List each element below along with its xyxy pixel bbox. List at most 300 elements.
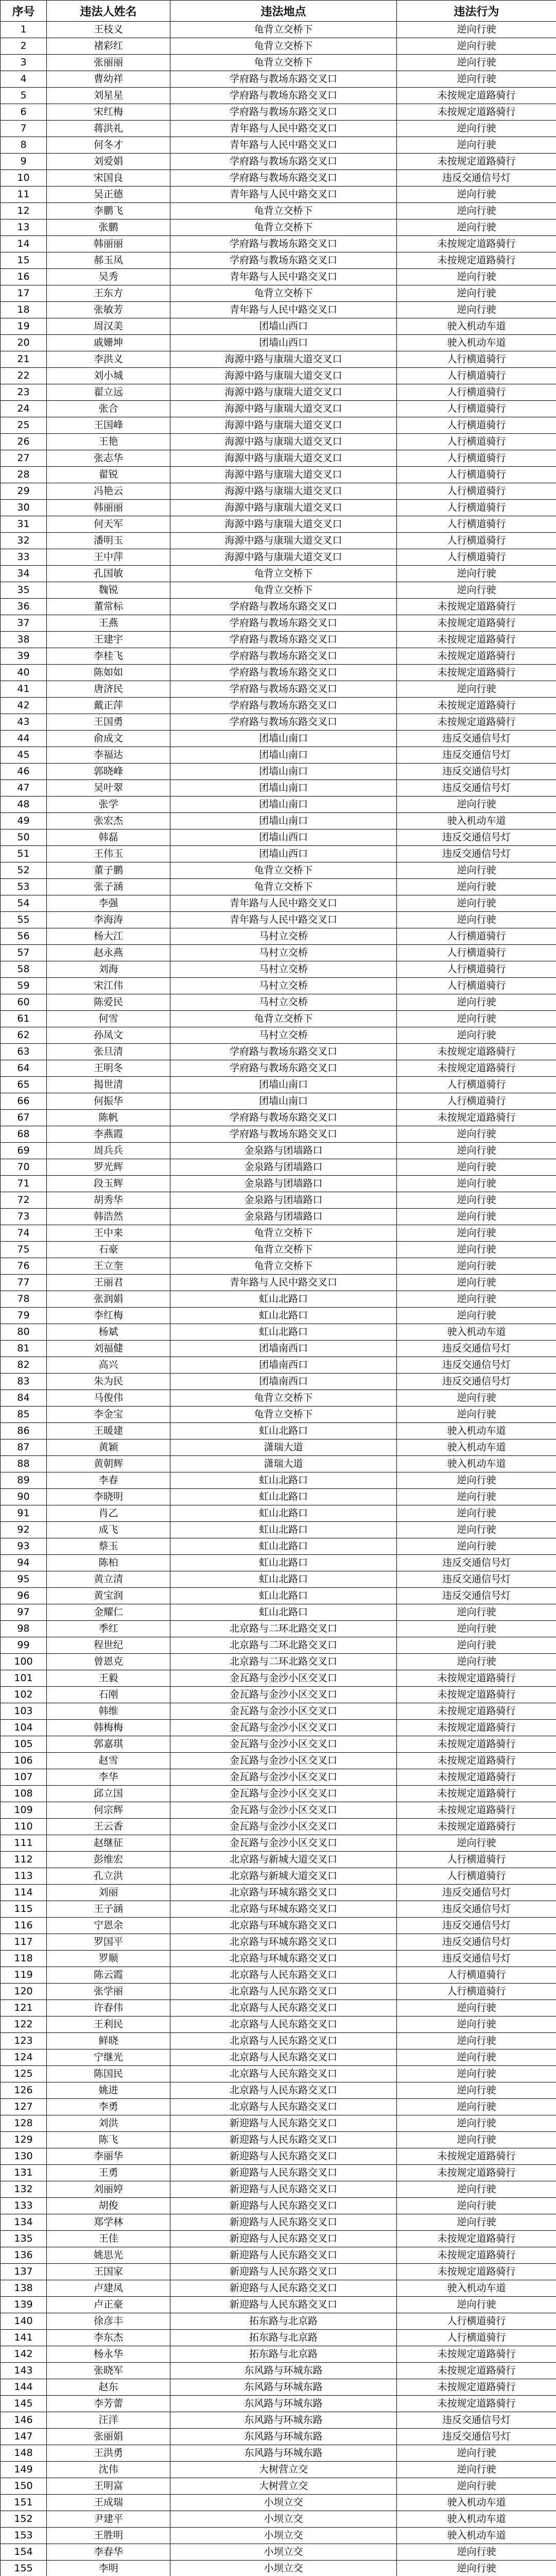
cell-location: 新迎路与人民东路交叉口: [170, 2297, 397, 2313]
cell-name: 张敏芳: [47, 302, 170, 318]
table-row: [1, 764, 556, 780]
cell-action: 未按规定道路骑行: [397, 88, 556, 104]
cell-location: 新迎路与人民东路交叉口: [170, 2247, 397, 2264]
cell-location: 海源中路与康瑞大道交叉口: [170, 516, 397, 533]
table-row: [1, 796, 556, 813]
cell-action: 逆向行驶: [397, 2082, 556, 2099]
cell-no: 130: [1, 2148, 47, 2165]
table-row: [1, 104, 556, 121]
cell-name: 王子涵: [47, 1901, 170, 1918]
table-row: [1, 533, 556, 549]
cell-no: 113: [1, 1868, 47, 1885]
cell-name: 沈伟: [47, 2462, 170, 2478]
table-row: [1, 71, 556, 88]
table-row: [1, 1670, 556, 1687]
cell-no: 119: [1, 1967, 47, 1984]
table-row: [1, 862, 556, 879]
cell-name: 孔立洪: [47, 1868, 170, 1885]
cell-no: 123: [1, 2033, 47, 2049]
cell-no: 17: [1, 285, 47, 302]
table-row: [1, 1324, 556, 1341]
cell-location: 团墙山南口: [170, 1093, 397, 1110]
cell-name: 冯艳云: [47, 483, 170, 500]
cell-action: 未按规定道路骑行: [397, 615, 556, 632]
cell-no: 69: [1, 1143, 47, 1159]
table-row: [1, 1456, 556, 1472]
cell-name: 姚思光: [47, 2247, 170, 2264]
cell-no: 125: [1, 2066, 47, 2082]
cell-location: 北京路与二环北路交叉口: [170, 1621, 397, 1637]
cell-name: 宋国良: [47, 170, 170, 187]
cell-location: 北京路与二环北路交叉口: [170, 1654, 397, 1670]
cell-no: 107: [1, 1769, 47, 1786]
table-row: [1, 2231, 556, 2247]
cell-no: 49: [1, 813, 47, 829]
cell-location: 学府路与教场东路交叉口: [170, 252, 397, 269]
cell-location: 北京路与环城东路交叉口: [170, 1885, 397, 1901]
cell-name: 孔国敏: [47, 566, 170, 582]
cell-name: 翟立远: [47, 384, 170, 401]
cell-action: 逆向行驶: [397, 1604, 556, 1621]
cell-name: 黄立清: [47, 1571, 170, 1588]
cell-name: 刘小城: [47, 368, 170, 384]
cell-no: 35: [1, 582, 47, 599]
cell-location: 北京路与环城东路交叉口: [170, 1934, 397, 1951]
cell-no: 135: [1, 2231, 47, 2247]
cell-action: 违反交通信号灯: [397, 170, 556, 187]
cell-no: 46: [1, 764, 47, 780]
cell-name: 王艳: [47, 434, 170, 450]
cell-name: 姚进: [47, 2082, 170, 2099]
table-row: [1, 1291, 556, 1308]
table-row: [1, 2115, 556, 2132]
table-row: [1, 2000, 556, 2016]
cell-action: 未按规定道路骑行: [397, 599, 556, 615]
cell-location: 金泉路与团墙路口: [170, 1159, 397, 1176]
cell-location: 团墙山南口: [170, 731, 397, 747]
cell-name: 李勇: [47, 2099, 170, 2115]
cell-no: 140: [1, 2313, 47, 2330]
cell-action: 逆向行驶: [397, 1390, 556, 1406]
cell-action: 违反交通信号灯: [397, 747, 556, 764]
cell-name: 陈如如: [47, 665, 170, 681]
table-row: [1, 2016, 556, 2033]
cell-action: 人行横道骑行: [397, 533, 556, 549]
cell-action: 违反交通信号灯: [397, 1555, 556, 1571]
cell-action: 未按规定道路骑行: [397, 2363, 556, 2379]
table-row: [1, 203, 556, 219]
cell-no: 6: [1, 104, 47, 121]
cell-location: 海源中路与康瑞大道交叉口: [170, 384, 397, 401]
table-row: [1, 2297, 556, 2313]
cell-no: 98: [1, 1621, 47, 1637]
cell-location: 小坝立交: [170, 2544, 397, 2561]
table-row: [1, 1934, 556, 1951]
cell-action: 逆向行驶: [397, 285, 556, 302]
cell-action: 违反交通信号灯: [397, 1374, 556, 1390]
cell-location: 北京路与人民东路交叉口: [170, 2082, 397, 2099]
cell-no: 99: [1, 1637, 47, 1654]
cell-action: 未按规定道路骑行: [397, 714, 556, 731]
cell-location: 拓东路与北京路: [170, 2330, 397, 2346]
cell-name: 石刚: [47, 1687, 170, 1703]
cell-name: 刘星星: [47, 88, 170, 104]
cell-name: 戚姗坤: [47, 335, 170, 351]
cell-name: 成飞: [47, 1522, 170, 1538]
cell-location: 新迎路与人民东路交叉口: [170, 2165, 397, 2181]
cell-location: 金泉路与团墙路口: [170, 1143, 397, 1159]
cell-location: 龟背立交桥下: [170, 1242, 397, 1258]
cell-action: 违反交通信号灯: [397, 731, 556, 747]
cell-action: 逆向行驶: [397, 2181, 556, 2198]
table-row: [1, 1027, 556, 1044]
cell-name: 王东方: [47, 285, 170, 302]
cell-no: 110: [1, 1819, 47, 1835]
cell-location: 龟背立交桥下: [170, 1406, 397, 1423]
cell-name: 尹建平: [47, 2511, 170, 2528]
cell-location: 金瓦路与金沙小区交叉口: [170, 1786, 397, 1802]
cell-no: 60: [1, 994, 47, 1011]
cell-name: 徐彦丰: [47, 2313, 170, 2330]
cell-name: 李桂飞: [47, 648, 170, 665]
table-row: [1, 434, 556, 450]
cell-location: 金瓦路与金沙小区交叉口: [170, 1687, 397, 1703]
cell-location: 新迎路与人民东路交叉口: [170, 2264, 397, 2280]
cell-action: 逆向行驶: [397, 1275, 556, 1291]
cell-action: 逆向行驶: [397, 2214, 556, 2231]
cell-location: 东风路与环城东路: [170, 2363, 397, 2379]
table-row: [1, 2148, 556, 2165]
cell-location: 金泉路与团墙路口: [170, 1192, 397, 1209]
cell-name: 宋红梅: [47, 104, 170, 121]
cell-action: 逆向行驶: [397, 582, 556, 599]
table-row: [1, 2198, 556, 2214]
cell-no: 67: [1, 1110, 47, 1126]
cell-name: 张丽娟: [47, 2429, 170, 2445]
cell-action: 人行横道骑行: [397, 368, 556, 384]
table-row: [1, 1390, 556, 1406]
cell-action: 驶入机动车道: [397, 1423, 556, 1439]
cell-no: 121: [1, 2000, 47, 2016]
cell-name: 陈爱民: [47, 994, 170, 1011]
cell-action: 未按规定道路骑行: [397, 1670, 556, 1687]
table-row: [1, 978, 556, 994]
cell-no: 33: [1, 549, 47, 566]
cell-location: 青年路与人民中路交叉口: [170, 1275, 397, 1291]
table-row: [1, 1522, 556, 1538]
cell-no: 13: [1, 219, 47, 236]
cell-no: 124: [1, 2049, 47, 2066]
cell-location: 龟背立交桥下: [170, 219, 397, 236]
cell-no: 71: [1, 1176, 47, 1192]
cell-location: 团墙山南口: [170, 1077, 397, 1093]
cell-name: 潘明玉: [47, 533, 170, 549]
table-row: [1, 1011, 556, 1027]
cell-no: 1: [1, 22, 47, 38]
table-row: [1, 961, 556, 978]
table-row: [1, 846, 556, 862]
cell-name: 李春: [47, 1472, 170, 1489]
cell-location: 学府路与教场东路交叉口: [170, 681, 397, 698]
cell-action: 人行横道骑行: [397, 978, 556, 994]
cell-no: 39: [1, 648, 47, 665]
table-row: [1, 1769, 556, 1786]
cell-name: 刘洪: [47, 2115, 170, 2132]
cell-name: 张旦清: [47, 1044, 170, 1060]
cell-action: 驶入机动车道: [397, 813, 556, 829]
cell-no: 76: [1, 1258, 47, 1275]
table-row: [1, 2247, 556, 2264]
table-row: [1, 88, 556, 104]
cell-action: 违反交通信号灯: [397, 1571, 556, 1588]
cell-location: 金瓦路与金沙小区交叉口: [170, 1670, 397, 1687]
cell-action: 逆向行驶: [397, 879, 556, 895]
cell-location: 小坝立交: [170, 2495, 397, 2511]
cell-action: 逆向行驶: [397, 862, 556, 879]
table-row: [1, 2181, 556, 2198]
cell-no: 31: [1, 516, 47, 533]
cell-no: 154: [1, 2544, 47, 2561]
cell-name: 董子鹏: [47, 862, 170, 879]
cell-name: 张合: [47, 401, 170, 417]
table-row: [1, 895, 556, 912]
table-row: [1, 879, 556, 895]
cell-name: 李福达: [47, 747, 170, 764]
cell-no: 78: [1, 1291, 47, 1308]
cell-name: 郑学林: [47, 2214, 170, 2231]
cell-action: 驶入机动车道: [397, 2528, 556, 2544]
cell-no: 66: [1, 1093, 47, 1110]
table-row: [1, 2049, 556, 2066]
cell-no: 84: [1, 1390, 47, 1406]
cell-name: 陈云霞: [47, 1967, 170, 1984]
table-row: [1, 1654, 556, 1670]
table-row: [1, 2462, 556, 2478]
cell-action: 未按规定道路骑行: [397, 1802, 556, 1819]
cell-no: 55: [1, 912, 47, 928]
cell-action: 逆向行驶: [397, 1027, 556, 1044]
cell-location: 北京路与人民东路交叉口: [170, 1984, 397, 2000]
cell-no: 18: [1, 302, 47, 318]
cell-name: 李海涛: [47, 912, 170, 928]
cell-name: 张鹏: [47, 219, 170, 236]
cell-location: 龟背立交桥下: [170, 1390, 397, 1406]
cell-no: 134: [1, 2214, 47, 2231]
cell-name: 朱为民: [47, 1374, 170, 1390]
cell-location: 新迎路与人民东路交叉口: [170, 2115, 397, 2132]
table-body: [1, 22, 556, 2576]
cell-location: 学府路与教场东路交叉口: [170, 1060, 397, 1077]
cell-name: 邱立国: [47, 1786, 170, 1802]
cell-location: 龟背立交桥下: [170, 203, 397, 219]
cell-no: 81: [1, 1341, 47, 1357]
table-row: [1, 384, 556, 401]
cell-location: 新迎路与人民东路交叉口: [170, 2214, 397, 2231]
cell-location: 团墙山南口: [170, 747, 397, 764]
cell-action: 未按规定道路骑行: [397, 236, 556, 252]
cell-name: 董常标: [47, 599, 170, 615]
cell-no: 89: [1, 1472, 47, 1489]
table-row: [1, 928, 556, 945]
cell-no: 15: [1, 252, 47, 269]
table-row: [1, 516, 556, 533]
table-row: [1, 285, 556, 302]
cell-no: 57: [1, 945, 47, 961]
cell-no: 29: [1, 483, 47, 500]
cell-no: 83: [1, 1374, 47, 1390]
cell-location: 虹山北路口: [170, 1324, 397, 1341]
cell-action: 违反交通信号灯: [397, 1918, 556, 1934]
cell-action: 逆向行驶: [397, 203, 556, 219]
cell-no: 87: [1, 1439, 47, 1456]
cell-action: 未按规定道路骑行: [397, 1060, 556, 1077]
cell-action: 人行横道骑行: [397, 500, 556, 516]
cell-no: 144: [1, 2379, 47, 2396]
cell-location: 青年路与人民中路交叉口: [170, 269, 397, 285]
cell-action: 逆向行驶: [397, 55, 556, 71]
cell-name: 李丽华: [47, 2148, 170, 2165]
table-row: [1, 1044, 556, 1060]
cell-action: 未按规定道路骑行: [397, 648, 556, 665]
cell-no: 19: [1, 318, 47, 335]
cell-no: 147: [1, 2429, 47, 2445]
cell-name: 俞成文: [47, 731, 170, 747]
cell-no: 7: [1, 121, 47, 137]
cell-no: 51: [1, 846, 47, 862]
table-row: [1, 1786, 556, 1802]
cell-location: 北京路与环城东路交叉口: [170, 1951, 397, 1967]
cell-action: 未按规定道路骑行: [397, 2148, 556, 2165]
cell-name: 蔡玉: [47, 1538, 170, 1555]
cell-location: 学府路与教场东路交叉口: [170, 1126, 397, 1143]
cell-no: 145: [1, 2396, 47, 2412]
cell-action: 逆向行驶: [397, 1489, 556, 1505]
table-row: [1, 665, 556, 681]
table-row: [1, 38, 556, 55]
header-location: 违法地点: [170, 1, 397, 22]
cell-name: 段玉辉: [47, 1176, 170, 1192]
cell-name: 周汉美: [47, 318, 170, 335]
cell-no: 139: [1, 2297, 47, 2313]
cell-action: 逆向行驶: [397, 1308, 556, 1324]
cell-name: 卢建凤: [47, 2280, 170, 2297]
cell-action: 违反交通信号灯: [397, 2412, 556, 2429]
cell-no: 85: [1, 1406, 47, 1423]
cell-location: 金瓦路与金沙小区交叉口: [170, 1802, 397, 1819]
cell-location: 新迎路与人民东路交叉口: [170, 2198, 397, 2214]
cell-name: 胡秀华: [47, 1192, 170, 1209]
table-row: [1, 1159, 556, 1176]
table-row: [1, 945, 556, 961]
table-row: [1, 780, 556, 796]
cell-location: 虹山北路口: [170, 1538, 397, 1555]
cell-location: 金泉路与团墙路口: [170, 1176, 397, 1192]
cell-location: 学府路与教场东路交叉口: [170, 714, 397, 731]
cell-location: 金瓦路与金沙小区交叉口: [170, 1769, 397, 1786]
table-row: [1, 829, 556, 846]
cell-action: 未按规定道路骑行: [397, 1819, 556, 1835]
table-row: [1, 1868, 556, 1885]
table-row: [1, 2544, 556, 2561]
cell-location: 龟背立交桥下: [170, 38, 397, 55]
table-row: [1, 2330, 556, 2346]
cell-location: 东风路与环城东路: [170, 2379, 397, 2396]
table-row: [1, 1489, 556, 1505]
cell-location: 团墙山西口: [170, 829, 397, 846]
table-row: [1, 1555, 556, 1571]
cell-name: 王丽君: [47, 1275, 170, 1291]
cell-location: 金瓦路与金沙小区交叉口: [170, 1819, 397, 1835]
cell-action: 逆向行驶: [397, 912, 556, 928]
cell-name: 黄宝润: [47, 1588, 170, 1604]
cell-name: 韩维: [47, 1703, 170, 1720]
cell-name: 罗光辉: [47, 1159, 170, 1176]
table-row: [1, 154, 556, 170]
cell-name: 宁继光: [47, 2049, 170, 2066]
cell-no: 111: [1, 1835, 47, 1852]
cell-no: 133: [1, 2198, 47, 2214]
cell-action: 逆向行驶: [397, 2016, 556, 2033]
table-row: [1, 1835, 556, 1852]
cell-location: 学府路与教场东路交叉口: [170, 154, 397, 170]
table-row: [1, 1439, 556, 1456]
cell-no: 146: [1, 2412, 47, 2429]
cell-action: 逆向行驶: [397, 681, 556, 698]
cell-action: 逆向行驶: [397, 1225, 556, 1242]
table-row: [1, 1423, 556, 1439]
cell-location: 北京路与新城大道交叉口: [170, 1852, 397, 1868]
cell-location: 学府路与教场东路交叉口: [170, 1044, 397, 1060]
table-row: [1, 1885, 556, 1901]
cell-name: 王燕: [47, 615, 170, 632]
cell-location: 学府路与教场东路交叉口: [170, 1110, 397, 1126]
cell-location: 北京路与人民东路交叉口: [170, 1967, 397, 1984]
cell-location: 拓东路与北京路: [170, 2346, 397, 2363]
cell-action: 违反交通信号灯: [397, 1885, 556, 1901]
cell-action: 逆向行驶: [397, 2099, 556, 2115]
cell-name: 王暖建: [47, 1423, 170, 1439]
cell-no: 96: [1, 1588, 47, 1604]
cell-name: 黄朝辉: [47, 1456, 170, 1472]
cell-name: 曾恩克: [47, 1654, 170, 1670]
cell-no: 149: [1, 2462, 47, 2478]
cell-name: 李红梅: [47, 1308, 170, 1324]
cell-action: 未按规定道路骑行: [397, 1703, 556, 1720]
table-row: [1, 302, 556, 318]
cell-location: 东风路与环城东路: [170, 2445, 397, 2462]
cell-location: 小坝立交: [170, 2561, 397, 2576]
cell-action: 人行横道骑行: [397, 945, 556, 961]
table-row: [1, 1571, 556, 1588]
cell-action: 逆向行驶: [397, 1258, 556, 1275]
cell-no: 126: [1, 2082, 47, 2099]
table-row: [1, 2363, 556, 2379]
cell-name: 张宏杰: [47, 813, 170, 829]
table-row: [1, 2165, 556, 2181]
cell-action: 逆向行驶: [397, 1654, 556, 1670]
cell-location: 马村立交桥: [170, 978, 397, 994]
cell-name: 刘爱娟: [47, 154, 170, 170]
cell-no: 88: [1, 1456, 47, 1472]
cell-action: 逆向行驶: [397, 1621, 556, 1637]
table-header-row: [1, 1, 556, 22]
cell-no: 90: [1, 1489, 47, 1505]
cell-action: 未按规定道路骑行: [397, 2247, 556, 2264]
cell-action: 人行横道骑行: [397, 2330, 556, 2346]
cell-location: 龟背立交桥下: [170, 22, 397, 38]
cell-name: 韩丽丽: [47, 236, 170, 252]
cell-location: 海源中路与康瑞大道交叉口: [170, 533, 397, 549]
